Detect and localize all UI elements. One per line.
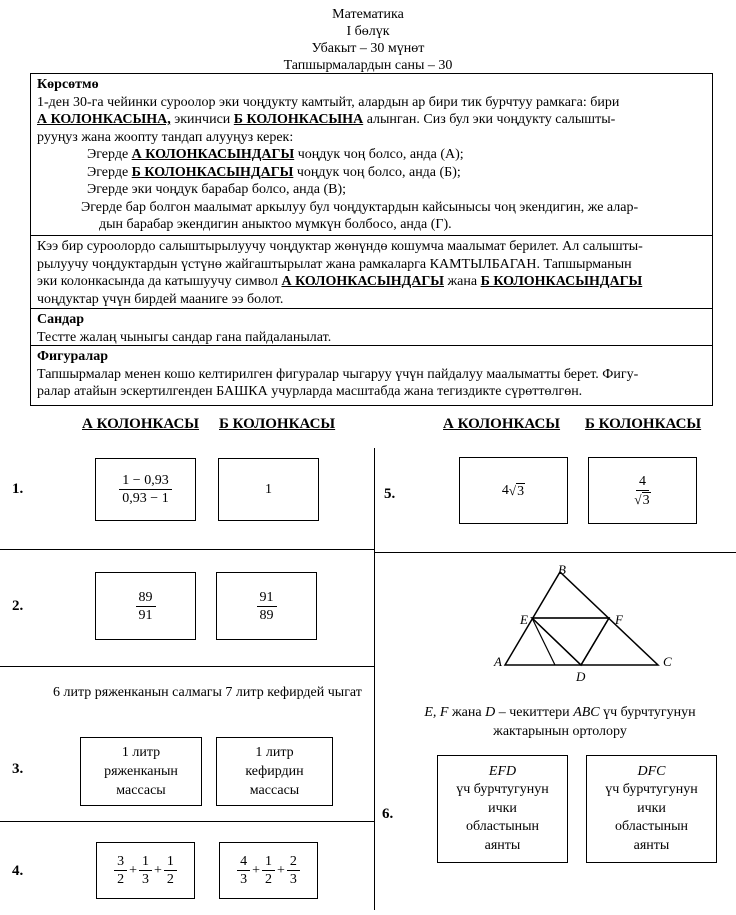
column-b-ref: Б КОЛОНКАСЫНА [233,112,364,127]
q4-column-a: $\frac{3}{2}$ + $\frac{1}{3}$ + $\frac{1}{2}$ [96,842,195,899]
column-a-header-right: А КОЛОНКАСЫ [443,416,561,432]
column-a-header-left: А КОЛОНКАСЫ [82,416,200,432]
divider-q1 [0,549,374,550]
subject-title: Математика [332,7,404,22]
rule-a: Эгерде А КОЛОНКАСЫНДАГЫ чоңдук чоң болсо, анда (А); [87,147,464,162]
divider-q5 [374,552,736,553]
additional-info-box: Кээ бир суроолордо салыштырылуучу чоңдуктар жөнүндө кошумча маалымат берилет. Ал салышты- рылуучу чоңдуктардын үстүнө жайгаштырылат жана рамкаларга КАМТЫЛБАГАН. Тапшырманын эки колонкасында да катышуучу символ А КОЛОНКАСЫНДАГЫ жана Б КОЛОНКАСЫНДАГЫ чоңдуктар үчүн бирдей мааниге ээ болот. [30,235,713,309]
part-title: I бөлүк [346,24,390,39]
divider-q3 [0,821,374,822]
q5-column-a: 4 √ 3 [459,457,568,524]
q2-column-b [216,572,317,640]
fraction: $\frac{1 - 0,93}{0,93 - 1}$ [119,472,171,507]
numbers-title: Сандар [37,312,85,327]
triangle-figure [480,560,680,690]
time-limit: Убакыт – 30 мүнөт [311,41,425,56]
instructions-box [30,73,713,236]
q6-condition: E, F жана D – чекиттери ABC үч бурчтугунун жактарынын ортолору [424,705,696,739]
instructions-p1-line2: А КОЛОНКАСЫНА, экинчиси Б КОЛОНКАСЫНА алынган. Сиз бул эки чоңдукту салышты- [37,112,616,127]
question-number: 2. [12,598,24,614]
q3-column-b: 1 литр кефирдин массасы [216,737,333,806]
figures-box: Фигуралар Тапшырмалар менен кошо келтирилген фигуралар чыгаруу үчүн пайдалуу маалыматты берет. Фигу- ралар атайын эскертилгенден БАШКА учурларда масштабда жана тегиздикте сүрөттөлгөн. [30,345,713,406]
question-number: 6. [382,806,394,822]
instructions-p1-line3: рууңуз жана жоопту тандап алууңуз керек: [37,129,294,145]
question-number: 3. [12,761,24,777]
question-number: 4. [12,863,24,879]
q6-column-a: EFD үч бурчтугунун ички областынын аянты [437,755,568,863]
question-number: 5. [384,486,396,502]
column-b-header-right: Б КОЛОНКАСЫ [585,416,702,432]
rule-v: Эгерде эки чоңдук барабар болсо, анда (В); [87,182,347,197]
question-number: 1. [12,481,24,497]
instructions-p1-line1: 1-ден 30-га чейинки суроолор эки чоңдукту камтыйт, алардын ар бири тик бурчтуу рамкага: бири [37,94,620,110]
label-c: C [663,654,672,669]
column-b-header-left: Б КОЛОНКАСЫ [219,416,336,432]
q1-column-a [95,458,196,521]
column-a-ref: А КОЛОНКАСЫНА, [37,112,171,127]
label-a: A [494,654,502,669]
q1-column-b: 1 [218,458,319,521]
q3-column-a: 1 литр ряженканын массасы [80,737,202,806]
label-d: D [576,669,586,684]
q2-column-a [95,572,196,640]
fraction: $\frac{89}{91}$ [136,589,156,624]
figures-title: Фигуралар [37,349,108,364]
rule-g-line2: дын барабар экендигин аныктоо мүмкүн болбосо, анда (Г). [99,217,452,232]
instructions-title: Көрсөтмө [37,77,99,92]
label-e: E [520,612,528,627]
fraction: $\frac{91}{89}$ [257,589,277,624]
q6-column-b: DFC үч бурчтугунун ички областынын аянты [586,755,717,863]
q4-column-b: $\frac{4}{3}$ + $\frac{1}{2}$ + $\frac{2}{3}$ [219,842,318,899]
label-b: B [558,562,566,577]
numbers-text: Тестте жалаң чыныгы сандар гана пайдаланылат. [37,329,332,345]
divider-q2 [0,666,374,667]
rule-g-line1: Эгерде бар болгон маалымат аркылуу бул чоңдуктардын кайсынысы чоң экендигин, же алар- [81,199,639,215]
task-count: Тапшырмалардын саны – 30 [283,58,453,73]
rule-b: Эгерде Б КОЛОНКАСЫНДАГЫ чоңдук чоң болсо, анда (Б); [87,164,461,180]
numbers-box [30,308,713,346]
column-divider [374,448,375,910]
q3-condition: 6 литр ряженканын салмагы 7 литр кефирдей чыгат [53,685,362,700]
q5-column-b: $\frac{4}{√3}$ [588,457,697,524]
label-f: F [615,612,623,627]
